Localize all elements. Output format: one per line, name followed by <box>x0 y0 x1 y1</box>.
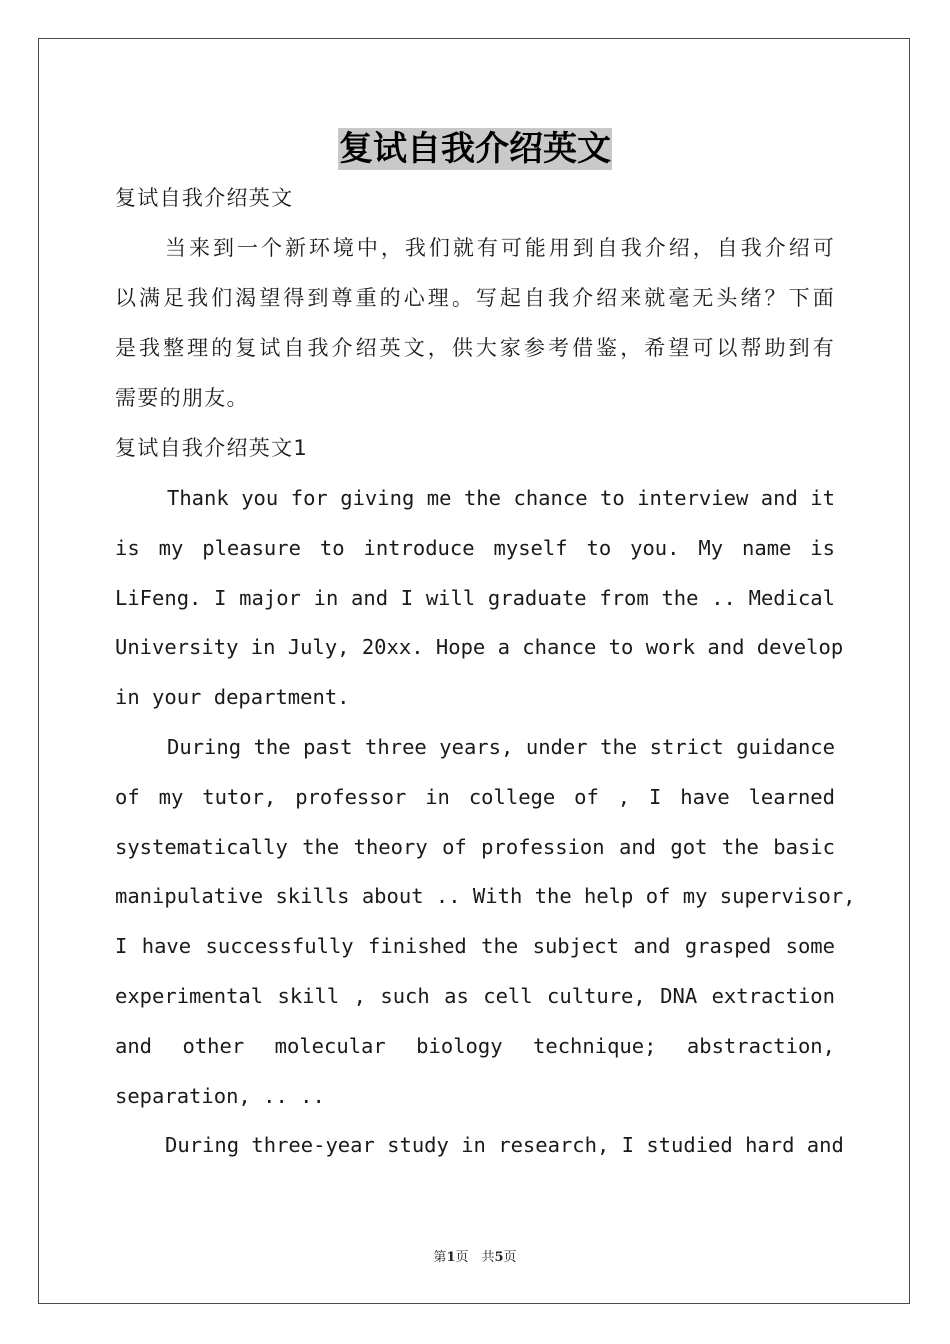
intro-line-1: 当来到一个新环境中，我们就有可能用到自我介绍，自我介绍可 <box>165 236 835 260</box>
paragraph2-line-7: and other molecular biology technique; abstraction, <box>115 1034 835 1058</box>
footer-page-suffix: 页 <box>503 1250 517 1265</box>
paragraph2-line-4: manipulative skills about .. With the help of my supervisor, <box>115 884 856 908</box>
paragraph1-line-1: Thank you for giving me the chance to interview and it <box>167 486 835 510</box>
section-heading: 复试自我介绍英文1 <box>115 436 309 460</box>
footer-page-current: 1 <box>446 1250 456 1265</box>
paragraph2-line-5: I have successfully finished the subject and grasped some <box>115 934 835 958</box>
page-border <box>38 38 910 1304</box>
title-container <box>115 128 835 170</box>
document-title: 复试自我介绍英文 <box>339 129 611 169</box>
footer-page-mid: 页 共 <box>455 1250 495 1265</box>
paragraph1-line-2: is my pleasure to introduce myself to you. My name is <box>115 536 835 560</box>
paragraph2-line-6: experimental skill , such as cell culture, DNA extraction <box>115 984 835 1008</box>
paragraph1-line-4: University in July, 20xx. Hope a chance to work and develop <box>115 635 844 659</box>
paragraph2-line-1: During the past three years, under the strict guidance <box>167 735 835 759</box>
paragraph2-line-2: of my tutor, professor in college of , I have learned <box>115 785 835 809</box>
page-footer <box>0 1246 950 1265</box>
paragraph3-line-1: During three-year study in research, I studied hard and <box>165 1133 844 1157</box>
document-subtitle: 复试自我介绍英文 <box>115 186 294 210</box>
intro-line-2: 以满足我们渴望得到尊重的心理。写起自我介绍来就毫无头绪？下面 <box>115 286 835 310</box>
footer-page-total: 5 <box>494 1250 504 1265</box>
paragraph1-line-5: in your department. <box>115 685 350 709</box>
intro-line-3: 是我整理的复试自我介绍英文，供大家参考借鉴，希望可以帮助到有 <box>115 336 835 360</box>
paragraph2-line-3: systematically the theory of profession and got the basic <box>115 835 835 859</box>
footer-page-prefix: 第 <box>433 1250 447 1265</box>
paragraph1-line-3: LiFeng. I major in and I will graduate from the .. Medical <box>115 586 835 610</box>
intro-line-4: 需要的朋友。 <box>115 386 249 410</box>
paragraph2-line-8: separation, .. .. <box>115 1084 325 1108</box>
